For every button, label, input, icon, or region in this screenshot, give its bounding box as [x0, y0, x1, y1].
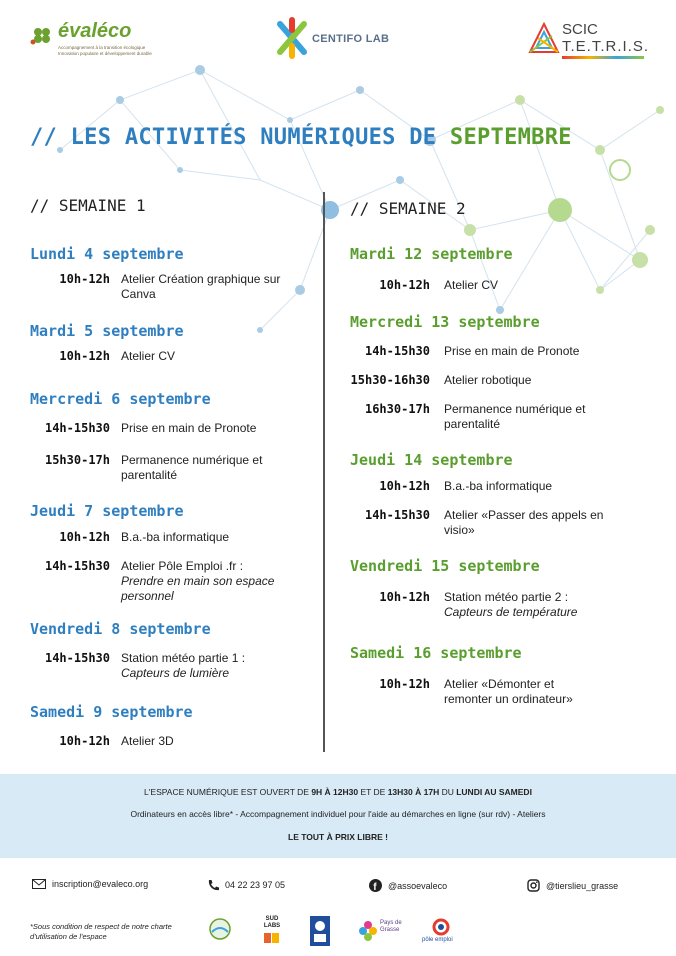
opening-hours-text: ET DE [358, 787, 388, 797]
contact-facebook-text: @assoevaleco [388, 880, 448, 891]
event-time: 10h-12h [59, 349, 110, 363]
page-title-prefix: // LES ACTIVITÉS NUMÉRIQUES DE [30, 125, 450, 150]
event-activity: Atelier 3D [121, 734, 174, 748]
tetris-logo-line1: SCIC [562, 21, 598, 38]
event-activity-title: Station météo partie 2 : [444, 590, 569, 604]
contact-instagram[interactable] [527, 879, 618, 892]
event-time: 10h-12h [379, 479, 430, 493]
event-time: 14h-15h30 [44, 651, 110, 665]
centifo-logo-icon [272, 16, 312, 60]
event-activity: Atelier «Passer des appels en visio» [444, 508, 604, 537]
opening-hours-text: L'ESPACE NUMÉRIQUE EST OUVERT DE [144, 787, 312, 797]
event-time: 10h-12h [379, 278, 430, 292]
event-activity [121, 651, 301, 681]
partner-pays-grasse: Pays de Grasse [380, 920, 402, 933]
event-time: 15h30-16h30 [350, 373, 430, 387]
week1-day-3: Mercredi 6 septembre [30, 390, 211, 408]
week1-day-5: Vendredi 8 septembre [30, 620, 211, 638]
event-time: 14h-15h30 [364, 508, 430, 522]
event-activity-detail: Prendre en main son espace personnel [121, 574, 275, 603]
event-time: 10h-12h [59, 530, 110, 544]
partner-logo-round-icon [208, 916, 232, 944]
week1-title: // SEMAINE 1 [30, 196, 146, 215]
event-activity: Permanence numérique et parentalité [444, 402, 586, 431]
event-activity-detail: Capteurs de température [444, 605, 578, 619]
event-activity: B.a.-ba informatique [444, 479, 553, 493]
pays-de-grasse-flower-icon [358, 920, 378, 942]
event-time: 10h-12h [59, 734, 110, 748]
week2-day-1: Mardi 12 septembre [350, 245, 513, 263]
week2-day-5: Samedi 16 septembre [350, 644, 522, 662]
tetris-color-bar [562, 56, 644, 59]
evaleco-tagline: Accompagnement à la transition écologique Innovation populaire et développement durable [58, 45, 152, 56]
tetris-logo-icon [528, 22, 560, 56]
contact-instagram-text: @tierslieu_grasse [546, 880, 619, 891]
week2-title: // SEMAINE 2 [350, 199, 466, 218]
contact-email-text: inscription@evaleco.org [52, 879, 149, 889]
clover-logo-icon [30, 24, 58, 46]
partner-sud-labs: SUD LABS [263, 916, 281, 929]
sud-labs-mark-icon [264, 933, 280, 943]
region-logo-icon [310, 916, 330, 946]
week2-day-4: Vendredi 15 septembre [350, 557, 540, 575]
partner-pole-emploi: pôle emploi [422, 937, 453, 943]
price-text-prefix: LE TOUT À [288, 832, 336, 842]
phone-icon [207, 879, 219, 891]
event-time: 10h-12h [59, 272, 110, 286]
envelope-icon [32, 879, 46, 889]
event-activity-title: Atelier Pôle Emploi .fr : [121, 559, 244, 573]
event-activity: Atelier Création graphique sur Canva [121, 272, 281, 301]
event-activity: Atelier CV [444, 278, 499, 292]
page-title [30, 125, 572, 150]
opening-hours-morning: 9H À 12H30 [311, 787, 359, 797]
opening-hours [0, 787, 676, 797]
event-time: 14h-15h30 [44, 559, 110, 573]
event-activity: B.a.-ba informatique [121, 530, 230, 544]
opening-hours-days: LUNDI AU SAMEDI [456, 787, 532, 797]
facebook-icon [369, 879, 382, 892]
services-text: Ordinateurs en accès libre* - Accompagnement individuel pour l'aide au démarches en ligne (sur rdv) - Ateliers [130, 809, 546, 819]
event-activity [121, 559, 301, 604]
column-divider [323, 192, 325, 752]
event-activity: Atelier CV [121, 349, 176, 363]
event-time: 15h30-17h [44, 453, 110, 467]
event-activity: Permanence numérique et parentalité [121, 453, 263, 482]
price-text-highlight: PRIX LIBRE [335, 832, 383, 842]
opening-hours-text: DU [439, 787, 457, 797]
contact-email[interactable] [32, 879, 148, 889]
opening-hours-afternoon: 13H30 À 17H [387, 787, 440, 797]
price-text-suffix: ! [382, 832, 388, 842]
event-activity: Atelier «Démonter et remonter un ordinateur» [444, 677, 573, 706]
event-activity-detail: Capteurs de lumière [121, 666, 230, 680]
evaleco-logo-text: évaléco [58, 20, 132, 42]
tetris-logo-line2: T.E.T.R.I.S. [562, 38, 650, 55]
event-time: 14h-15h30 [44, 421, 110, 435]
contact-phone-text: 04 22 23 97 05 [225, 880, 286, 890]
week1-day-2: Mardi 5 septembre [30, 322, 184, 340]
pole-emploi-logo-icon [430, 918, 452, 936]
price-text [0, 832, 676, 842]
week1-day-6: Samedi 9 septembre [30, 703, 193, 721]
event-activity [444, 590, 624, 620]
footnote: *Sous condition de respect de notre charte d'utilisation de l'espace [30, 922, 172, 941]
contact-facebook[interactable] [369, 879, 447, 892]
svg-text:f: f [373, 882, 377, 892]
event-time: 10h-12h [379, 677, 430, 691]
instagram-icon [527, 879, 540, 892]
event-time: 16h30-17h [364, 402, 430, 416]
event-activity: Atelier robotique [444, 373, 532, 387]
contact-phone[interactable] [207, 879, 285, 891]
event-activity: Prise en main de Pronote [444, 344, 580, 358]
week2-day-3: Jeudi 14 septembre [350, 451, 513, 469]
event-time: 10h-12h [379, 590, 430, 604]
week1-day-1: Lundi 4 septembre [30, 245, 184, 263]
page-title-month: SEPTEMBRE [449, 125, 572, 150]
week2-day-2: Mercredi 13 septembre [350, 313, 540, 331]
week1-day-4: Jeudi 7 septembre [30, 502, 184, 520]
event-activity-title: Station météo partie 1 : [121, 651, 246, 665]
centifo-logo-text: CENTIFO LAB [312, 33, 390, 45]
event-activity: Prise en main de Pronote [121, 421, 257, 435]
event-time: 14h-15h30 [364, 344, 430, 358]
